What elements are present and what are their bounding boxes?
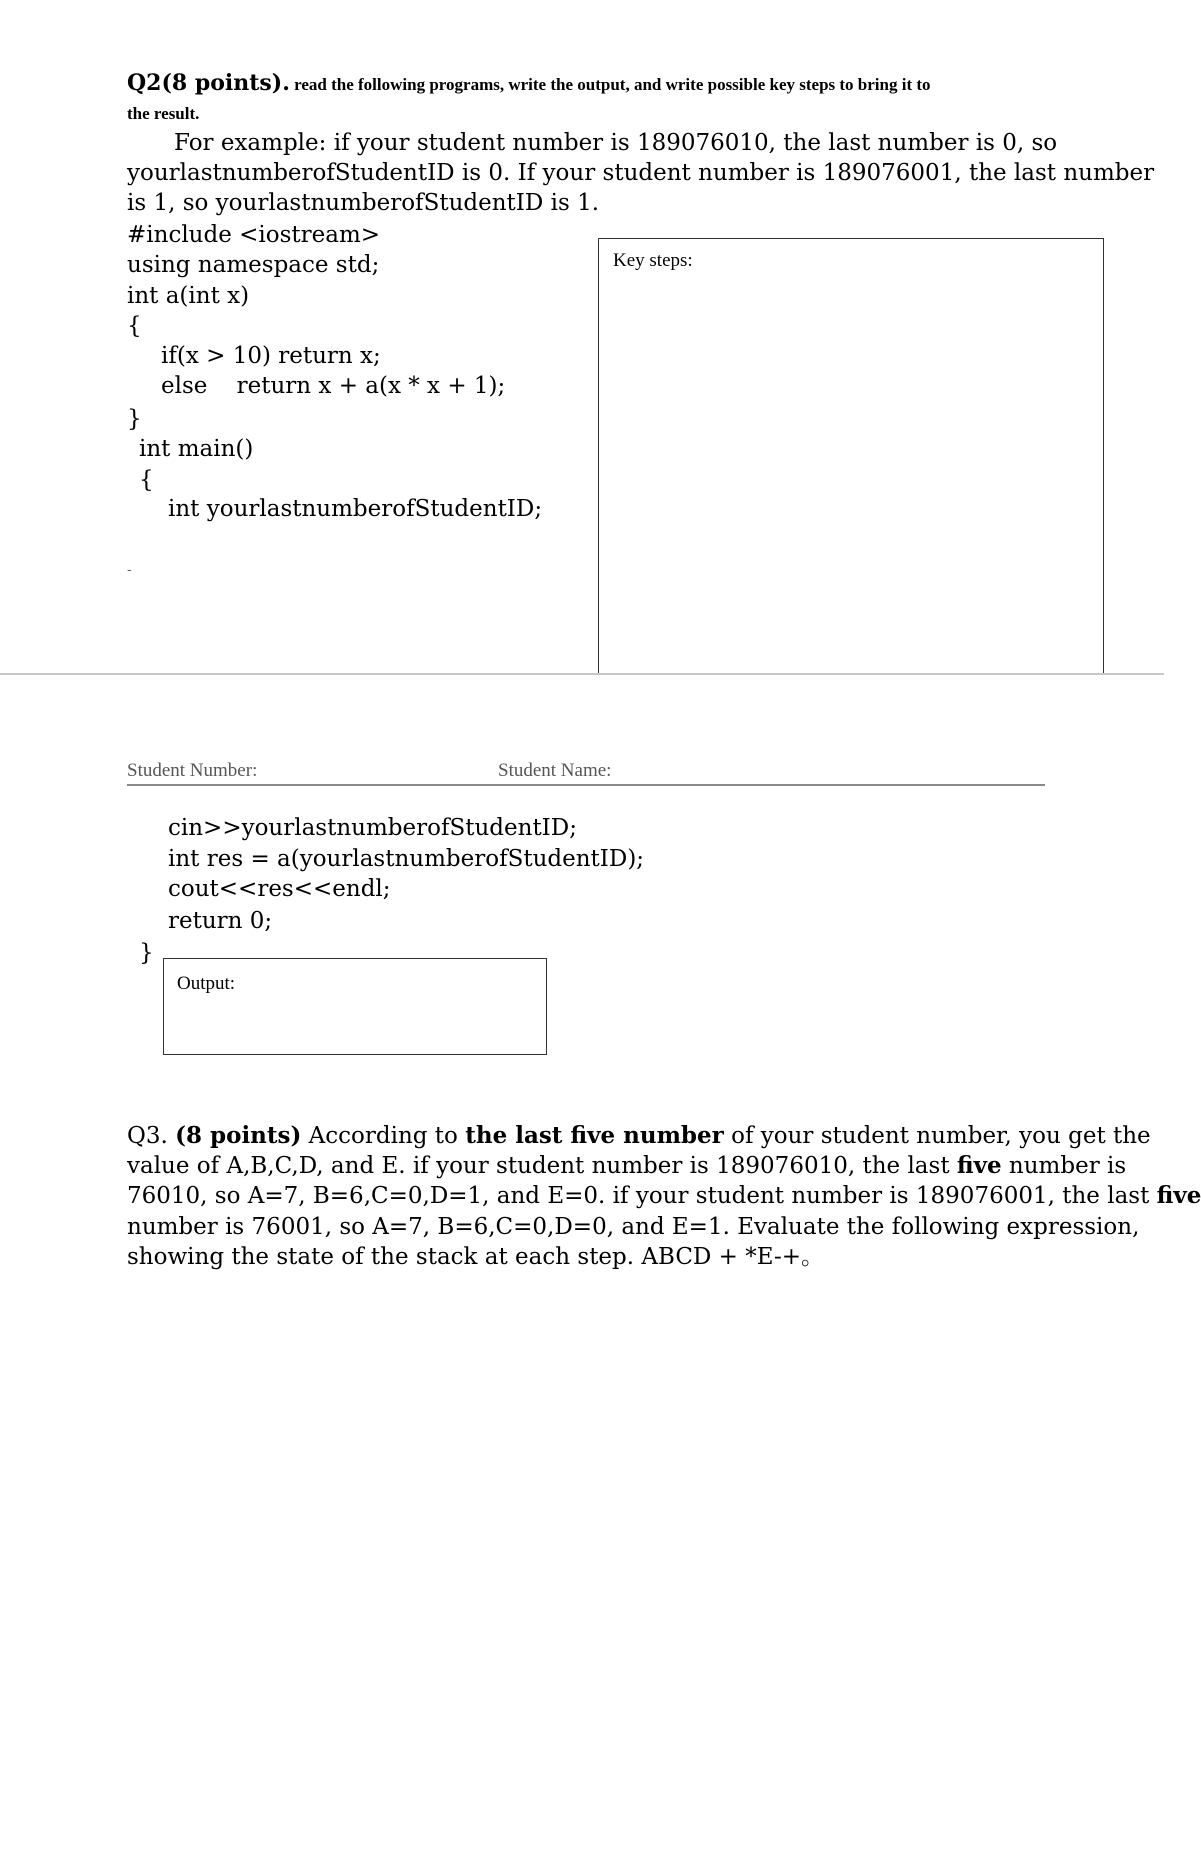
q3-line-1 [127,1121,1151,1151]
header-underline [127,784,1045,786]
q2-title-rest: read the following programs, write the output, and write possible key steps to bring it to [289,75,931,94]
code-line-else: else return x + a(x * x + 1); [161,373,506,399]
code-line-func-sig: int a(int x) [127,283,250,309]
code-line-cout: cout<<res<<endl; [168,876,391,902]
output-label: Output: [177,973,236,994]
q3-text-b: of your student number, you get the [723,1123,1151,1149]
q3-text-c: value of A,B,C,D, and E. if your student number is 189076010, the last [127,1153,957,1179]
code-line-namespace: using namespace std; [127,252,380,278]
page-divider [0,673,1164,675]
q3-line-3 [127,1181,1201,1211]
code-line-main-close: } [139,940,154,966]
q3-emphasis-five-1: five [956,1152,1002,1179]
code-line-res: int res = a(yourlastnumberofStudentID); [168,846,645,872]
q3-text-d: number is [1001,1153,1127,1179]
q3-line-5: showing the state of the stack at each step. ABCD + *E-+。 [127,1244,825,1270]
stray-mark: - [127,562,132,578]
code-line-brace-open: { [127,313,142,339]
key-steps-box[interactable] [598,238,1104,674]
student-name-label: Student Name: [498,760,612,781]
code-line-brace-close: } [127,406,142,432]
q2-title-line2: the result. [127,104,200,123]
q3-line-4: number is 76001, so A=7, B=6,C=0,D=0, and E=1. Evaluate the following expression, [127,1214,1140,1240]
q3-number: Q3. [127,1123,176,1149]
code-line-main: int main() [139,436,254,462]
q2-example-line-3: is 1, so yourlastnumberofStudentID is 1. [127,190,600,216]
key-steps-label: Key steps: [613,250,693,271]
q3-points: (8 points) [175,1122,302,1149]
q3-text-e: 76010, so A=7, B=6,C=0,D=1, and E=0. if your student number is 189076001, the last [127,1183,1157,1209]
code-line-main-brace: { [139,467,154,493]
code-line-if: if(x > 10) return x; [161,343,381,369]
code-line-include: #include <iostream> [127,222,381,248]
student-number-label: Student Number: [127,760,258,781]
q2-title [127,70,931,96]
q2-title-bold: Q2(8 points). [127,70,290,96]
q3-line-2 [127,1151,1126,1181]
code-line-cin: cin>>yourlastnumberofStudentID; [168,815,577,841]
code-line-declare: int yourlastnumberofStudentID; [168,496,543,522]
q3-emphasis-five-2: five [1156,1182,1201,1209]
q3-text-a: According to [301,1123,466,1149]
q2-example-line-1: For example: if your student number is 189076010, the last number is 0, so [174,130,1058,156]
code-line-return: return 0; [168,908,273,934]
q2-example-line-2: yourlastnumberofStudentID is 0. If your student number is 189076001, the last number [127,160,1155,186]
q3-emphasis-last-five: the last five number [465,1122,724,1149]
